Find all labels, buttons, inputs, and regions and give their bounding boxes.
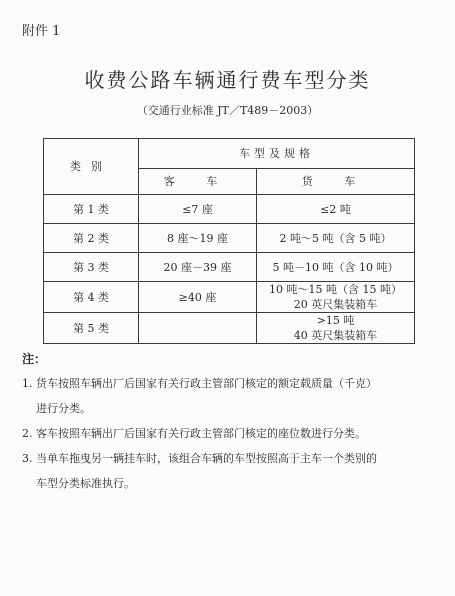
category-header: 类别 — [44, 139, 139, 195]
note-item — [22, 371, 437, 421]
cargo-line: 2 吨～5 吨（含 5 吨） — [279, 231, 392, 245]
table-row — [44, 224, 415, 253]
table-row — [44, 282, 415, 313]
cargo-cell — [257, 282, 415, 313]
note-number: 2. — [22, 427, 33, 440]
table-row — [44, 313, 415, 344]
cargo-line: 40 英尺集装箱车 — [293, 329, 378, 342]
category-cell: 第 2 类 — [44, 224, 139, 253]
note-text: 货车按照车辆出厂后国家有关行政主管部门核定的额定载质量（千克） — [36, 377, 377, 390]
table-header-row — [44, 139, 415, 169]
passenger-cell — [139, 313, 257, 344]
cargo-line: 5 吨－10 吨（含 10 吨） — [272, 260, 399, 274]
cargo-line: >15 吨 — [316, 314, 355, 327]
note-text: 客车按照车辆出厂后国家有关行政主管部门核定的座位数进行分类。 — [36, 427, 366, 440]
cargo-cell — [257, 224, 415, 253]
note-text: 当单车拖曳另一辆挂车时，该组合车辆的车型按照高于主车一个类别的 — [36, 452, 377, 465]
passenger-header: 客 车 — [139, 169, 257, 195]
note-text: 车型分类标准执行。 — [36, 477, 135, 490]
table-row — [44, 195, 415, 224]
passenger-cell: 8 座～19 座 — [139, 224, 257, 253]
note-item — [22, 421, 437, 446]
passenger-cell: ≤7 座 — [139, 195, 257, 224]
note-number: 1. — [22, 377, 33, 390]
cargo-cell — [257, 195, 415, 224]
cargo-header: 货 车 — [257, 169, 415, 195]
cargo-line: 20 英尺集装箱车 — [293, 298, 378, 311]
category-cell: 第 3 类 — [44, 253, 139, 282]
spec-header: 车型及规格 — [139, 139, 415, 169]
vehicle-class-table — [43, 138, 415, 344]
cargo-cell — [257, 253, 415, 282]
category-cell: 第 4 类 — [44, 282, 139, 313]
attachment-label: 附件 1 — [22, 24, 61, 39]
cargo-line: ≤2 吨 — [320, 202, 351, 216]
note-text: 进行分类。 — [36, 402, 91, 415]
standard-subtitle: （交通行业标准 JT／T489－2003） — [136, 104, 319, 117]
notes-heading: 注： — [22, 352, 47, 366]
table-row — [44, 253, 415, 282]
note-item — [22, 446, 437, 496]
page-title: 收费公路车辆通行费车型分类 — [84, 68, 371, 92]
passenger-cell: ≥40 座 — [139, 282, 257, 313]
cargo-cell — [257, 313, 415, 344]
passenger-cell: 20 座－39 座 — [139, 253, 257, 282]
cargo-line: 10 吨～15 吨（含 15 吨） — [269, 283, 402, 296]
note-number: 3. — [22, 452, 33, 465]
category-cell: 第 1 类 — [44, 195, 139, 224]
category-cell: 第 5 类 — [44, 313, 139, 344]
